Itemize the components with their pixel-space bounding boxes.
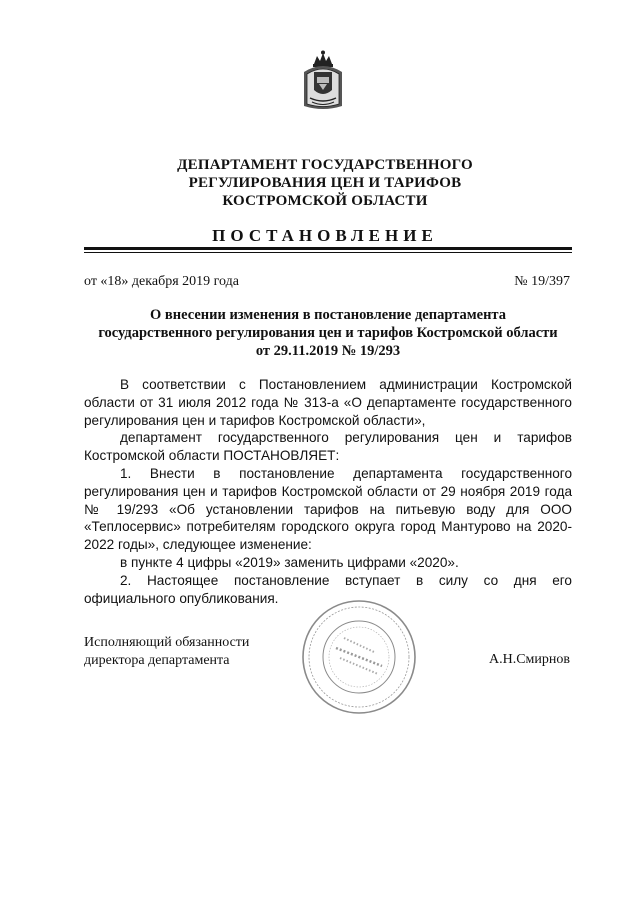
signatory-position-line-1: Исполняющий обязанности (84, 635, 250, 650)
document-date: от «18» декабря 2019 года (84, 274, 239, 289)
department-name-line-3: КОСТРОМСКОЙ ОБЛАСТИ (222, 193, 428, 209)
document-body (84, 376, 572, 607)
document-type-title: ПОСТАНОВЛЕНИЕ (212, 226, 438, 245)
document-number: № 19/397 (514, 274, 570, 289)
subject-line-2: государственного регулирования цен и тарифов Костромской области (98, 325, 558, 341)
body-paragraph-5: 2. Настоящее постановление вступает в силу со дня его официального опубликования. (84, 572, 572, 606)
signatory-name: А.Н.Смирнов (488, 652, 570, 667)
body-paragraph-4: в пункте 4 цифры «2019» заменить цифрами «2020». (120, 554, 459, 570)
signatory-position (84, 634, 249, 670)
body-paragraph-2: департамент государственного регулирования цен и тарифов Костромской области ПОСТАНОВЛЯЕТ: (84, 430, 572, 464)
coat-of-arms-icon (300, 50, 346, 112)
department-name-line-1: ДЕПАРТАМЕНТ ГОСУДАРСТВЕННОГО (177, 157, 473, 173)
subject-line-3: от 29.11.2019 № 19/293 (255, 343, 401, 359)
body-paragraph-1: В соответствии с Постановлением администрации Костромской области от 31 июля 2012 года № 313-а «О департаменте государственного регулирования цен и тарифов Костромской области», (84, 377, 572, 428)
document-subject (84, 306, 572, 360)
subject-line-1: О внесении изменения в постановление департамента (150, 307, 506, 323)
department-name-line-2: РЕГУЛИРОВАНИЯ ЦЕН И ТАРИФОВ (188, 175, 462, 191)
round-seal-stamp-icon (300, 598, 418, 716)
header-divider-thick (84, 247, 572, 250)
header-divider-thin (84, 252, 572, 253)
signatory-position-line-2: директора департамента (84, 653, 230, 668)
body-paragraph-3: 1. Внести в постановление департамента государственного регулирования цен и тарифов Костромской области от 29 ноября 2019 года № 19/293 «Об установлении тарифов на питьевую воду для ООО «Теплосервис» потребителям городского округа город Мантурово на 2020-2022 годы», следующее изменение: (84, 465, 572, 553)
